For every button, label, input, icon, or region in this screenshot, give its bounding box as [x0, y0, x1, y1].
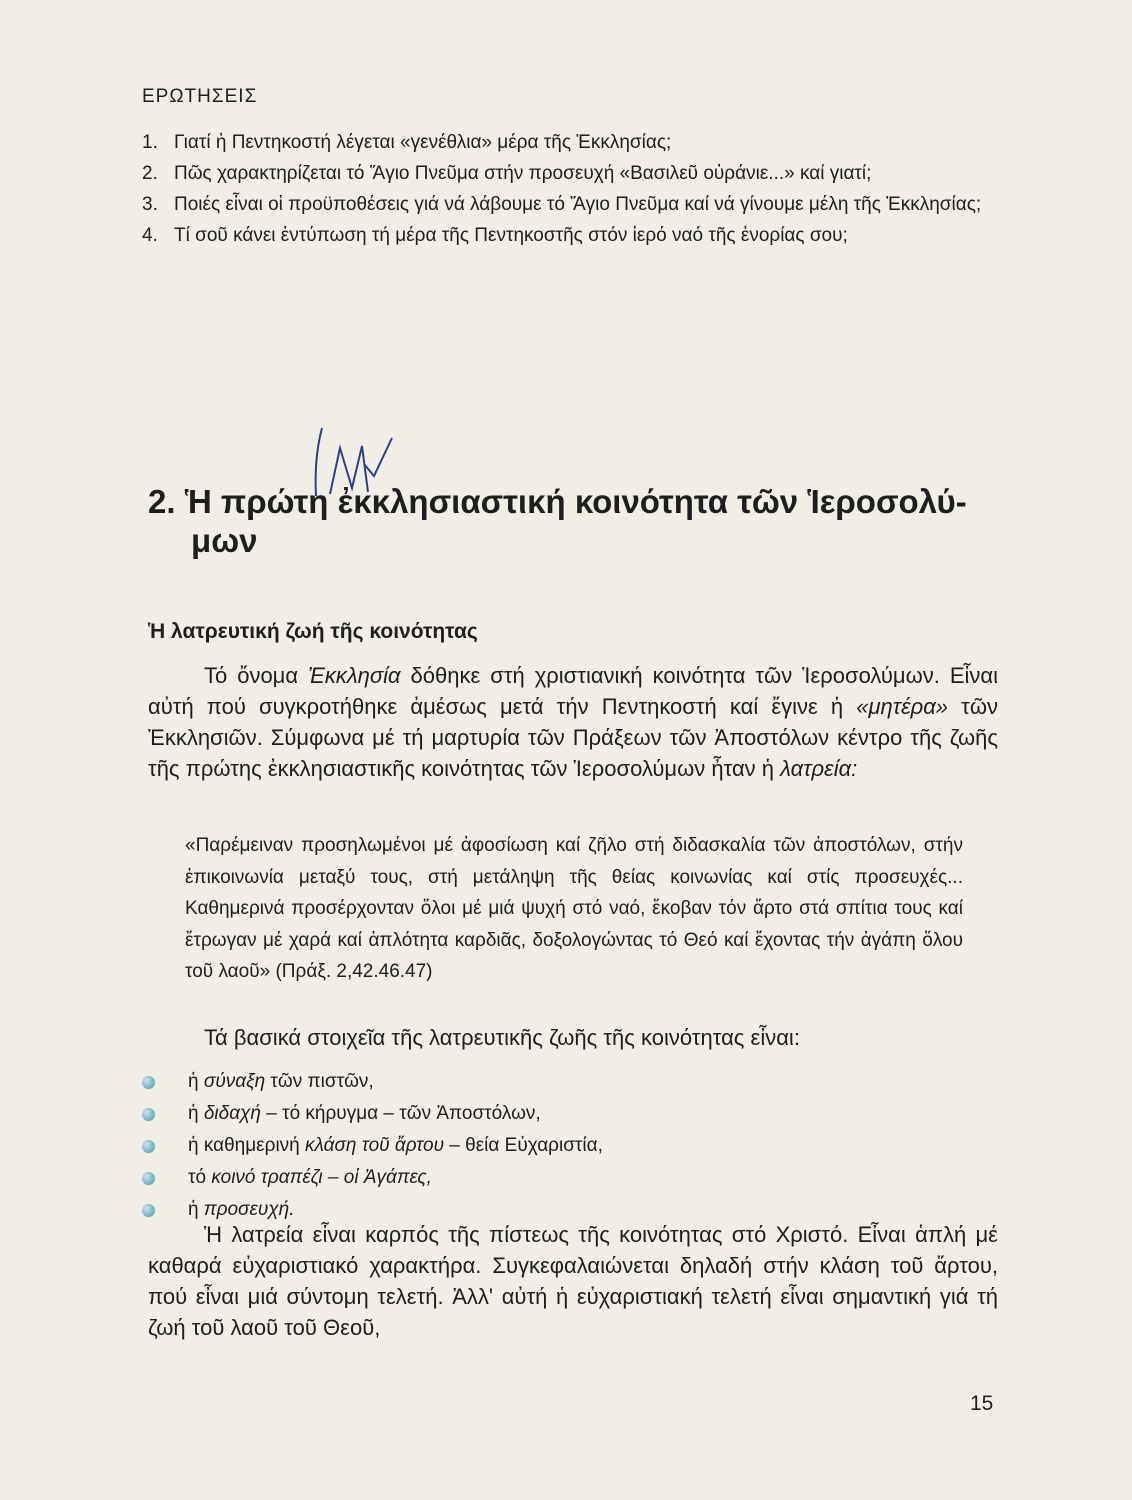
emphasis-term: «μητέρα» [856, 694, 949, 719]
emphasis-term: σύναξη [203, 1071, 266, 1092]
text-run: δόθηκε στή χριστιανική κοινότητα τῶν Ἱεροσολύμων. Εἶναι αὐτή πού συγκροτήθηκε ἀμέσως μετά τήν Πεντηκοστή καί ἔγινε ἡ [148, 663, 998, 719]
scripture-quote: «Παρέμειναν προσηλωμένοι μέ ἀφοσίωση καί ζῆλο στή διδασκαλία τῶν ἀποστόλων, στήν ἐπικοινωνία μεταξύ τους, στή μετάληψη τῆς θείας κοινωνίας καί στίς προσευχές... Καθημερινά προσέρχονταν ὅλοι μέ μιά ψυχή στό ναό, ἔκοβαν τόν ἄρτο στά σπίτια τους καί ἔτρωγαν μέ χαρά καί ἁπλότητα καρδιᾶς, δοξολογώντας τό Θεό καί ἔχοντας τήν ἀγάπη ὅλου τοῦ λαοῦ» (Πράξ. 2,42.46.47) [185, 835, 963, 982]
list-item [142, 1066, 603, 1098]
emphasis-term: κοινό τραπέζι – οἱ Ἀγάπες, [211, 1167, 432, 1188]
question-text: Γιατί ἡ Πεντηκοστή λέγεται «γενέθλια» μέρα τῆς Ἐκκλησίας; [174, 132, 672, 153]
bullet-icon [142, 1204, 155, 1217]
text-run: ἡ [188, 1103, 204, 1124]
bullet-icon [142, 1108, 155, 1121]
question-text: Πῶς χαρακτηρίζεται τό Ἅγιο Πνεῦμα στήν προσευχή «Βασιλεῦ οὐράνιε...» καί γιατί; [174, 163, 872, 184]
text-run: ἡ [188, 1071, 204, 1092]
page-number: 15 [970, 1392, 994, 1415]
text-run: ἡ [188, 1199, 204, 1220]
emphasis-term: προσευχή. [203, 1199, 295, 1220]
emphasis-term: διδαχή [203, 1103, 261, 1124]
question-text: Τί σοῦ κάνει ἐντύπωση τή μέρα τῆς Πεντηκοστῆς στόν ἱερό ναό τῆς ἐνορίας σου; [174, 225, 848, 246]
questions-heading: ΕΡΩΤΗΣΕΙΣ [142, 86, 258, 107]
question-item [142, 221, 1002, 250]
emphasis-term: λατρεία: [780, 756, 858, 781]
bullet-icon [142, 1076, 155, 1089]
section-title-text: Ἡ πρώτη ἐκκλησιαστική κοινότητα τῶν Ἱεροσολύ- [184, 483, 967, 520]
text-run: – τό κήρυγμα – τῶν Ἀποστόλων, [260, 1103, 541, 1124]
text-run: – θεία Εὐχαριστία, [444, 1135, 603, 1156]
emphasis-term: κλάση τοῦ ἄρτου [305, 1135, 445, 1156]
question-number: 3. [142, 194, 158, 215]
bullet-icon [142, 1140, 155, 1153]
worship-elements-list [142, 1066, 603, 1226]
text-run: τό [188, 1167, 212, 1188]
section-number: 2. [148, 483, 176, 520]
text-run: Τό ὄνομα [204, 663, 309, 688]
question-item [142, 128, 1002, 157]
question-item [142, 159, 1002, 188]
paragraph-intro [148, 660, 998, 784]
section-title-line [148, 482, 1018, 521]
subheading: Ἡ λατρευτική ζωή τῆς κοινότητας [148, 620, 478, 643]
question-text: Ποιές εἶναι οἱ προϋποθέσεις γιά νά λάβουμε τό Ἅγιο Πνεῦμα καί νά γίνουμε μέλη τῆς Ἐκκλησίας; [174, 194, 982, 215]
question-item [142, 190, 1002, 219]
section-title-continuation: μων [191, 522, 258, 559]
text-run: ἡ καθημερινή [188, 1135, 306, 1156]
list-item [142, 1130, 603, 1162]
section-title [148, 482, 1018, 560]
list-item [142, 1098, 603, 1130]
question-number: 2. [142, 163, 158, 184]
text-run: τῶν Ἐκκλησιῶν. Σύμφωνα μέ τή μαρτυρία τῶν Πράξεων τῶν Ἀποστόλων κέντρο τῆς ζωῆς τῆς πρώτης ἐκκλησιαστικῆς κοινότητας τῶν Ἱεροσολύμων ἦταν ἡ [148, 694, 998, 781]
bullet-icon [142, 1172, 155, 1185]
emphasis-term: Ἐκκλησία [308, 663, 401, 688]
questions-list [142, 128, 1002, 252]
paragraph-conclusion: Ἡ λατρεία εἶναι καρπός τῆς πίστεως τῆς κοινότητας στό Χριστό. Εἶναι ἁπλή μέ καθαρά εὐχαριστιακό χαρακτήρα. Συγκεφαλαιώνεται δηλαδή στήν κλάση τοῦ ἄρτου, πού εἶναι μιά σύντομη τελετή. Ἀλλ' αὐτή ἡ εὐχαριστιακή τελετή εἶναι σημαντική γιά τή ζωή τοῦ λαοῦ τοῦ Θεοῦ, [148, 1222, 998, 1340]
question-number: 4. [142, 225, 158, 246]
paragraph-elements: Τά βασικά στοιχεῖα τῆς λατρευτικῆς ζωῆς τῆς κοινότητας εἶναι: [204, 1025, 800, 1050]
question-number: 1. [142, 132, 158, 153]
text-run: τῶν πιστῶν, [265, 1071, 374, 1092]
list-item [142, 1162, 603, 1194]
